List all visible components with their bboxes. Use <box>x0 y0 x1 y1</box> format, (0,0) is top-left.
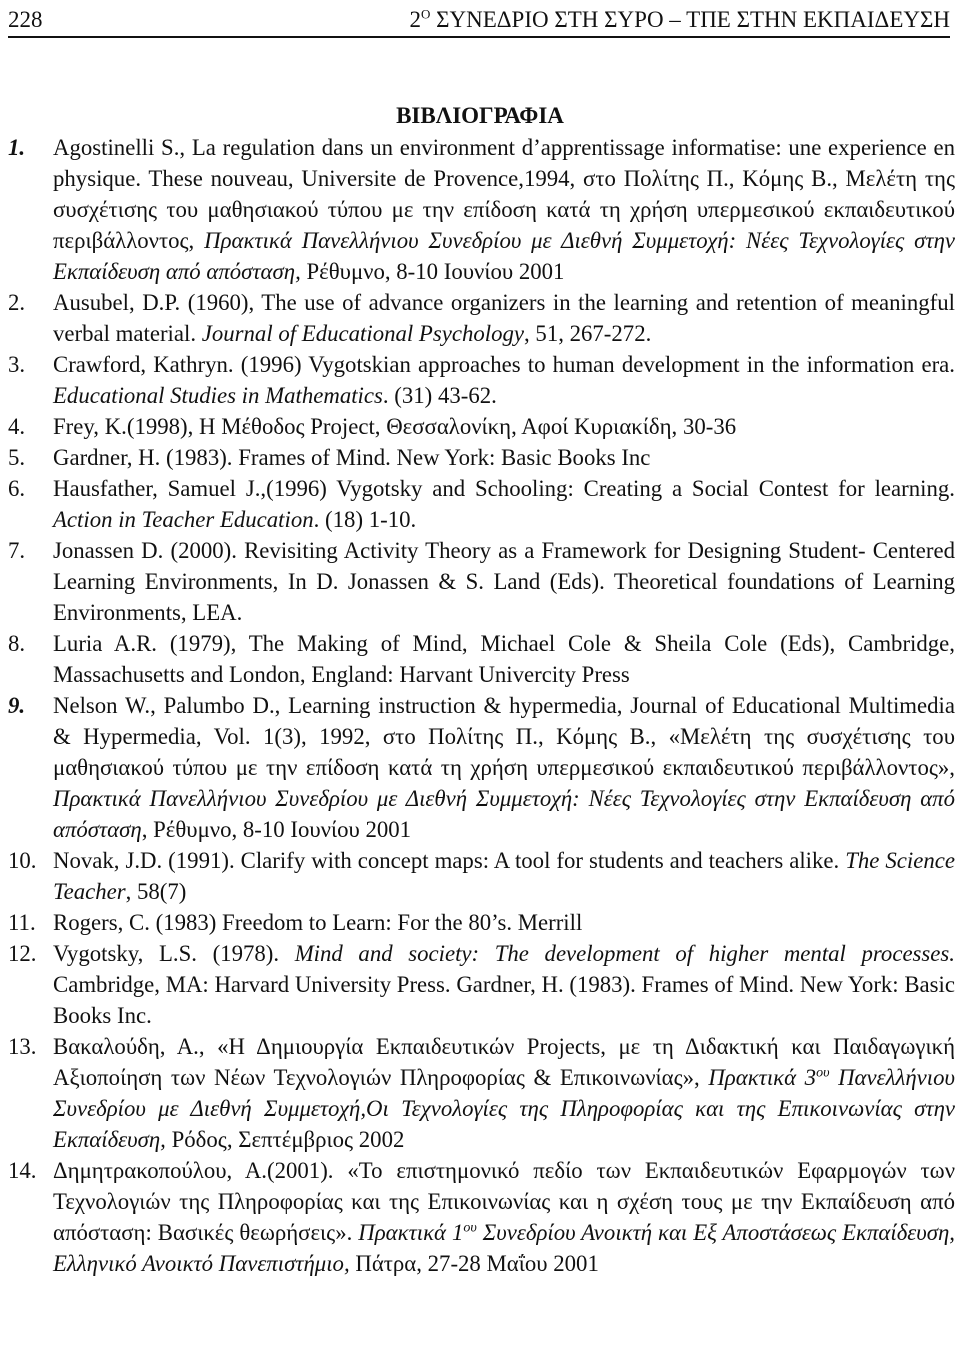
reference-item-11 <box>8 907 955 938</box>
running-title-number: 2 <box>409 7 421 32</box>
reference-text: Hausfather, Samuel J.,(1996) Vygotsky and Schooling: Creating a Social Contest for learning. <box>53 476 955 501</box>
reference-text-end: Ρέθυμνο, 8-10 Ιουνίου 2001 <box>300 259 565 284</box>
ordinal-superscript: ου <box>816 1065 830 1081</box>
reference-number: 8. <box>8 631 26 656</box>
reference-item-2 <box>8 287 955 349</box>
reference-text: Frey, K.(1998), Η Μέθοδος Project, Θεσσαλονίκη, Αφοί Κυριακίδη, 30-36 <box>53 414 737 439</box>
reference-item-6 <box>8 473 955 535</box>
reference-text: Luria A.R. (1979), The Making of Mind, Michael Cole & Sheila Cole (Eds), Cambridge, Massachusetts and London, England: Harvant Univercity Press <box>53 631 955 687</box>
reference-text: Jonassen D. (2000). Revisiting Activity Theory as a Framework for Designing Student- Centered Learning Environments, In D. Jonassen & S. Land (Eds). Theoretical foundations of Learning Environments, LEA. <box>53 538 955 625</box>
reference-text-end: Ρόδος, Σεπτέμβριος 2002 <box>165 1127 405 1152</box>
reference-number: 3. <box>8 352 26 377</box>
reference-text: Novak, J.D. (1991). Clarify with concept maps: A tool for students and teachers alike. <box>53 848 846 873</box>
reference-text: Gardner, H. (1983). Frames of Mind. New York: Basic Books Inc <box>53 445 651 470</box>
reference-text: Βακαλούδη, Α., «Η Δημιουργία Εκπαιδευτικών Projects, με τη Διδακτική και Παιδαγωγική Αξιοποίηση των Νέων Τεχνολογιών Πληροφορίας & Επικοινωνίας», <box>53 1034 955 1090</box>
reference-italic-text: Action in Teacher Education <box>53 507 314 532</box>
reference-italic-text-cont: Πανελλήνιου Συνεδρίου με Διεθνή Συμμετοχή,Οι Τεχνολογίες της Πληροφορίας και της Επικοινωνίας στην Εκπαίδευση, <box>53 1065 955 1152</box>
reference-italic-text-cont: Συνεδρίου Ανοικτή και Εξ Αποστάσεως Εκπαίδευση, Ελληνικό Ανοικτό Πανεπιστήμιο, <box>53 1220 955 1276</box>
reference-item-9 <box>8 690 955 845</box>
reference-item-10 <box>8 845 955 907</box>
reference-item-14 <box>8 1155 955 1279</box>
running-title-text: ΣΥΝΕΔΡΙΟ ΣΤΗ ΣΥΡΟ – ΤΠΕ ΣΤΗΝ ΕΚΠΑΙΔΕΥΣΗ <box>430 7 950 32</box>
reference-item-7 <box>8 535 955 628</box>
reference-text: Vygotsky, L.S. (1978). <box>53 941 295 966</box>
ordinal-superscript: ου <box>463 1220 477 1236</box>
page-header <box>8 4 950 38</box>
reference-number: 7. <box>8 538 26 563</box>
reference-italic-text: The Science Teacher <box>53 848 956 904</box>
reference-number: 13. <box>8 1034 37 1059</box>
reference-item-13 <box>8 1031 955 1155</box>
reference-text: Agostinelli S., La regulation dans un environment d’apprentissage informatise: une experience en physique. These nouveau, Universite de Provence,1994, στο Πολίτης Π., Κόμης Β., Μελέτη της συσχέτισης του μαθησιακού τύπου με την επίδοση κατά τη χρήση υπερμεσικού εκπαιδευτικού περιβάλλοντος, <box>53 135 955 253</box>
reference-italic-text: Πρακτικά 1 <box>358 1220 464 1245</box>
reference-text: Crawford, Kathryn. (1996) Vygotskian approaches to human development in the information era. <box>53 352 955 377</box>
reference-text-end: , 51, 267-272. <box>524 321 652 346</box>
reference-item-12 <box>8 938 955 1031</box>
page-number: 228 <box>8 7 43 32</box>
reference-number: 4. <box>8 414 26 439</box>
reference-number: 1. <box>8 135 26 160</box>
reference-number: 5. <box>8 445 26 470</box>
reference-italic-text: Πρακτικά Πανελλήνιου Συνεδρίου με Διεθνή Συμμετοχή: Νέες Τεχνολογίες στην Εκπαίδευση από απόσταση <box>53 786 955 842</box>
reference-number: 2. <box>8 290 26 315</box>
reference-item-3 <box>8 349 955 411</box>
reference-text: Δημητρακοπούλου, Α.(2001). «Το επιστημονικό πεδίο των Εκπαιδευτικών Εφαρμογών των Τεχνολογιών της Πληροφορίας και της Επικοινωνίας και η σχέση τους με την Εκπαίδευση από απόσταση: Βασικές θεωρήσεις». <box>53 1158 955 1245</box>
reference-italic-text: Mind and society: The development of higher mental processes. <box>294 941 955 966</box>
reference-text-end: Cambridge, MA: Harvard University Press. Gardner, H. (1983). Frames of Mind. New York: Basic Books Inc. <box>53 972 955 1028</box>
reference-text-end: Πάτρα, 27-28 Μαΐου 2001 <box>349 1251 599 1276</box>
bibliography-heading: ΒΙΒΛΙΟΓΡΑΦΙΑ <box>396 103 564 128</box>
running-title <box>409 4 950 36</box>
reference-italic-text: Educational Studies in Mathematics <box>53 383 383 408</box>
reference-number: 11. <box>8 910 36 935</box>
reference-number: 14. <box>8 1158 37 1183</box>
running-title-superscript: Ο <box>420 6 431 22</box>
reference-text: Nelson W., Palumbo D., Learning instruction & hypermedia, Journal of Educational Multimedia & Hypermedia, Vol. 1(3), 1992, στο Πολίτης Π., Κόμης Β., «Μελέτη της συσχέτισης του μαθησιακού τύπου με την επίδοση κατά τη χρήση υπερμεσικού εκπαιδευτικού περιβάλλοντος», <box>53 693 955 780</box>
reference-text-end: . (18) 1-10. <box>313 507 417 532</box>
reference-item-1 <box>8 132 955 287</box>
reference-italic-text: Πρακτικά Πανελλήνιου Συνεδρίου με Διεθνή Συμμετοχή: Νέες Τεχνολογίες στην Εκπαίδευση από απόσταση, <box>53 228 955 284</box>
reference-text-end: , 58(7) <box>125 879 187 904</box>
reference-italic-text: Πρακτικά 3 <box>708 1065 817 1090</box>
reference-italic-text: Journal of Educational Psychology <box>201 321 525 346</box>
reference-number: 10. <box>8 848 37 873</box>
reference-text-end: . (31) 43-62. <box>382 383 497 408</box>
reference-item-5 <box>8 442 955 473</box>
reference-item-8 <box>8 628 955 690</box>
reference-number: 12. <box>8 941 37 966</box>
reference-number: 9. <box>8 693 26 718</box>
reference-number: 6. <box>8 476 26 501</box>
reference-text-end: , Ρέθυμνο, 8-10 Ιουνίου 2001 <box>141 817 412 842</box>
reference-list <box>8 132 955 1279</box>
reference-text: Ausubel, D.P. (1960), The use of advance organizers in the learning and retention of meaningful verbal material. <box>53 290 955 346</box>
reference-item-4 <box>8 411 955 442</box>
reference-text: Rogers, C. (1983) Freedom to Learn: For the 80’s. Merrill <box>53 910 583 935</box>
